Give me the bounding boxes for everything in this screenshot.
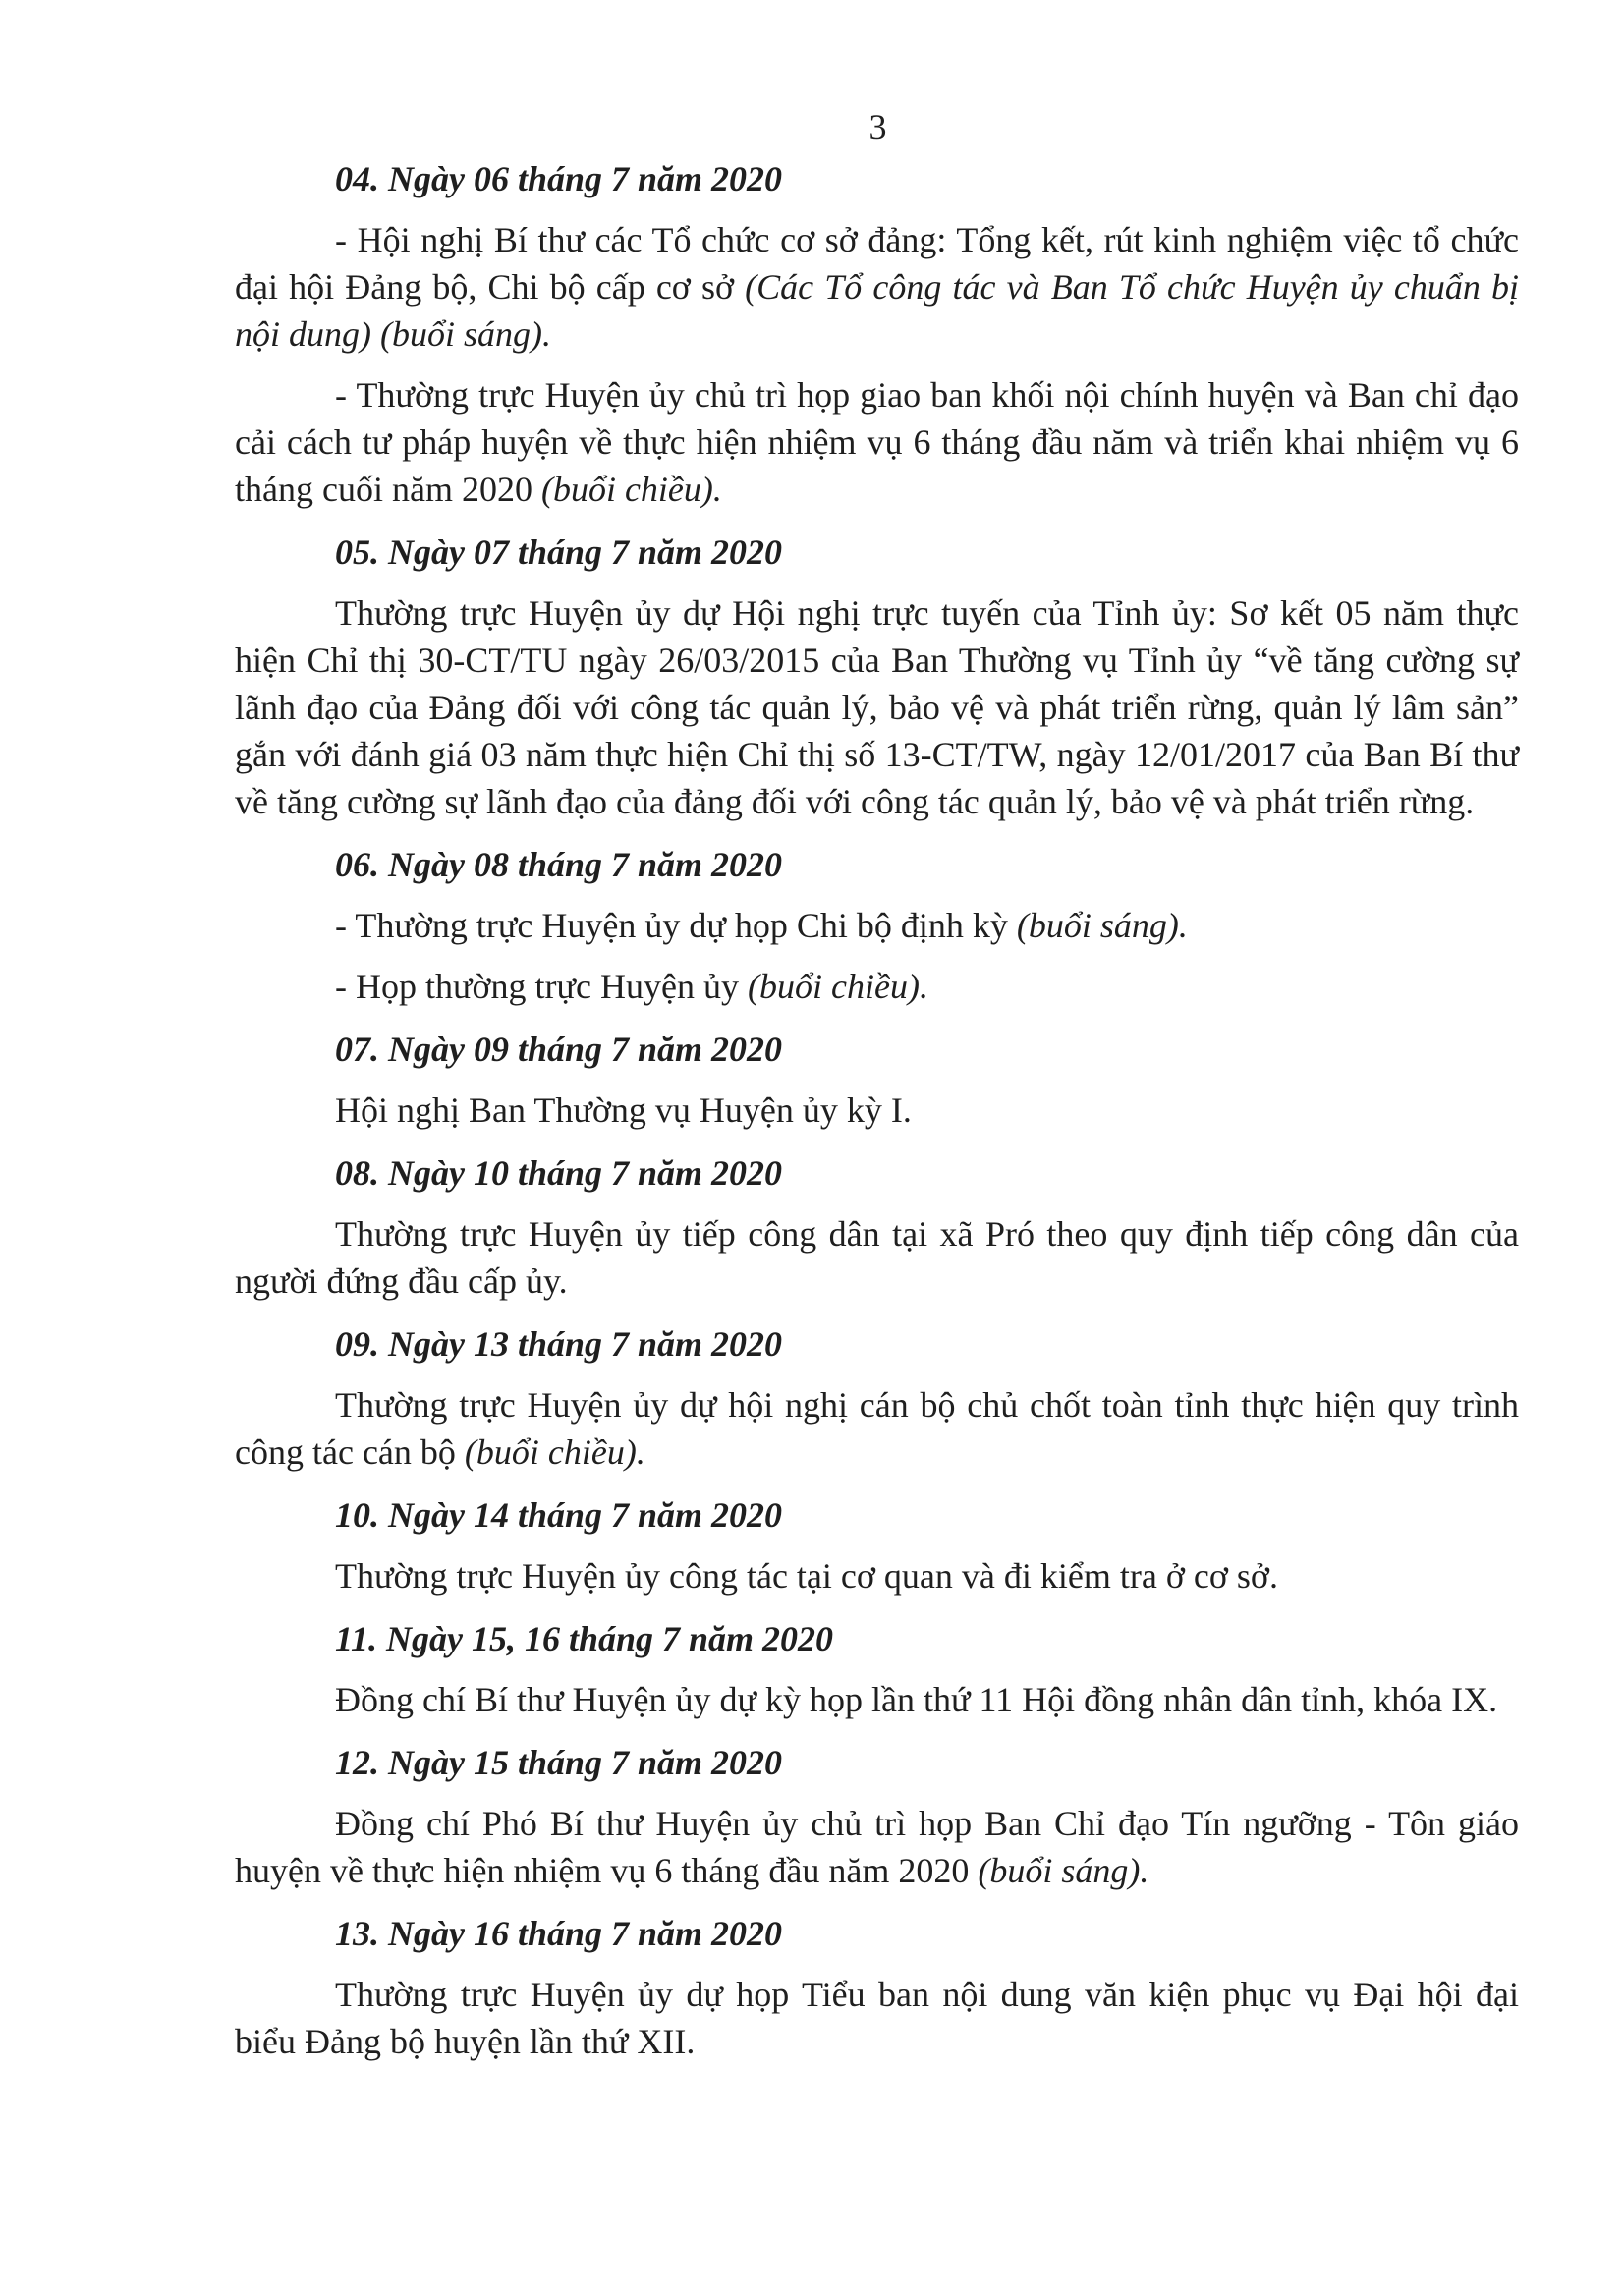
- section-heading: 07. Ngày 09 tháng 7 năm 2020: [335, 1030, 783, 1069]
- section-heading: 05. Ngày 07 tháng 7 năm 2020: [335, 532, 783, 572]
- section-heading: 11. Ngày 15, 16 tháng 7 năm 2020: [335, 1619, 834, 1658]
- document-body: [235, 155, 1519, 2081]
- section-paragraph: Thường trực Huyện ủy tiếp công dân tại xã Pró theo quy định tiếp công dân của người đứng đầu cấp ủy.: [235, 1214, 1519, 1301]
- schedule-section: [235, 1615, 1519, 1723]
- section-paragraph: Thường trực Huyện ủy dự Hội nghị trực tuyến của Tỉnh ủy: Sơ kết 05 năm thực hiện Chỉ thị 30-CT/TU ngày 26/03/2015 của Ban Thường vụ Tỉnh ủy “về tăng cường sự lãnh đạo của Đảng đối với công tác quản lý, bảo vệ và phát triển rừng, quản lý lâm sản” gắn với đánh giá 03 năm thực hiện Chỉ thị số 13-CT/TW, ngày 12/01/2017 của Ban Bí thư về tăng cường sự lãnh đạo của đảng đối với công tác quản lý, bảo vệ và phát triển rừng.: [235, 593, 1519, 821]
- schedule-section: [235, 1491, 1519, 1599]
- section-paragraph: - Thường trực Huyện ủy chủ trì họp giao ban khối nội chính huyện và Ban chỉ đạo cải cách tư pháp huyện về thực hiện nhiệm vụ 6 tháng đầu năm và triển khai nhiệm vụ 6 tháng cuối năm 2020 (buổi chiều).: [235, 375, 1519, 509]
- section-paragraph: Đồng chí Phó Bí thư Huyện ủy chủ trì họp Ban Chỉ đạo Tín ngưỡng - Tôn giáo huyện về thực hiện nhiệm vụ 6 tháng đầu năm 2020 (buổi sáng).: [235, 1804, 1519, 1890]
- schedule-section: [235, 529, 1519, 825]
- section-paragraph: - Họp thường trực Huyện ủy (buổi chiều).: [335, 967, 928, 1006]
- section-heading: 12. Ngày 15 tháng 7 năm 2020: [335, 1743, 783, 1782]
- schedule-section: [235, 1320, 1519, 1476]
- section-paragraph: Đồng chí Bí thư Huyện ủy dự kỳ họp lần thứ 11 Hội đồng nhân dân tỉnh, khóa IX.: [335, 1680, 1498, 1719]
- section-paragraph: Thường trực Huyện ủy công tác tại cơ quan và đi kiểm tra ở cơ sở.: [335, 1556, 1278, 1596]
- section-heading: 09. Ngày 13 tháng 7 năm 2020: [335, 1324, 783, 1364]
- schedule-section: [235, 155, 1519, 513]
- section-paragraph: Hội nghị Ban Thường vụ Huyện ủy kỳ I.: [335, 1091, 912, 1130]
- schedule-section: [235, 1910, 1519, 2065]
- section-heading: 04. Ngày 06 tháng 7 năm 2020: [335, 159, 783, 198]
- section-paragraph: Thường trực Huyện ủy dự họp Tiểu ban nội dung văn kiện phục vụ Đại hội đại biểu Đảng bộ huyện lần thứ XII.: [235, 1975, 1519, 2061]
- page-number: 3: [868, 107, 887, 146]
- section-heading: 08. Ngày 10 tháng 7 năm 2020: [335, 1153, 783, 1193]
- schedule-section: [235, 841, 1519, 1010]
- schedule-section: [235, 1026, 1519, 1134]
- section-heading: 06. Ngày 08 tháng 7 năm 2020: [335, 845, 783, 884]
- section-paragraph: - Hội nghị Bí thư các Tổ chức cơ sở đảng: Tổng kết, rút kinh nghiệm việc tổ chức đại hội Đảng bộ, Chi bộ cấp cơ sở (Các Tổ công tác và Ban Tổ chức Huyện ủy chuẩn bị nội dung) (buổi sáng).: [235, 220, 1519, 354]
- section-paragraph: Thường trực Huyện ủy dự hội nghị cán bộ chủ chốt toàn tỉnh thực hiện quy trình công tác cán bộ (buổi chiều).: [235, 1385, 1519, 1472]
- section-paragraph: - Thường trực Huyện ủy dự họp Chi bộ định kỳ (buổi sáng).: [335, 906, 1188, 945]
- schedule-section: [235, 1739, 1519, 1894]
- section-heading: 10. Ngày 14 tháng 7 năm 2020: [335, 1495, 783, 1535]
- section-heading: 13. Ngày 16 tháng 7 năm 2020: [335, 1914, 783, 1953]
- schedule-section: [235, 1149, 1519, 1305]
